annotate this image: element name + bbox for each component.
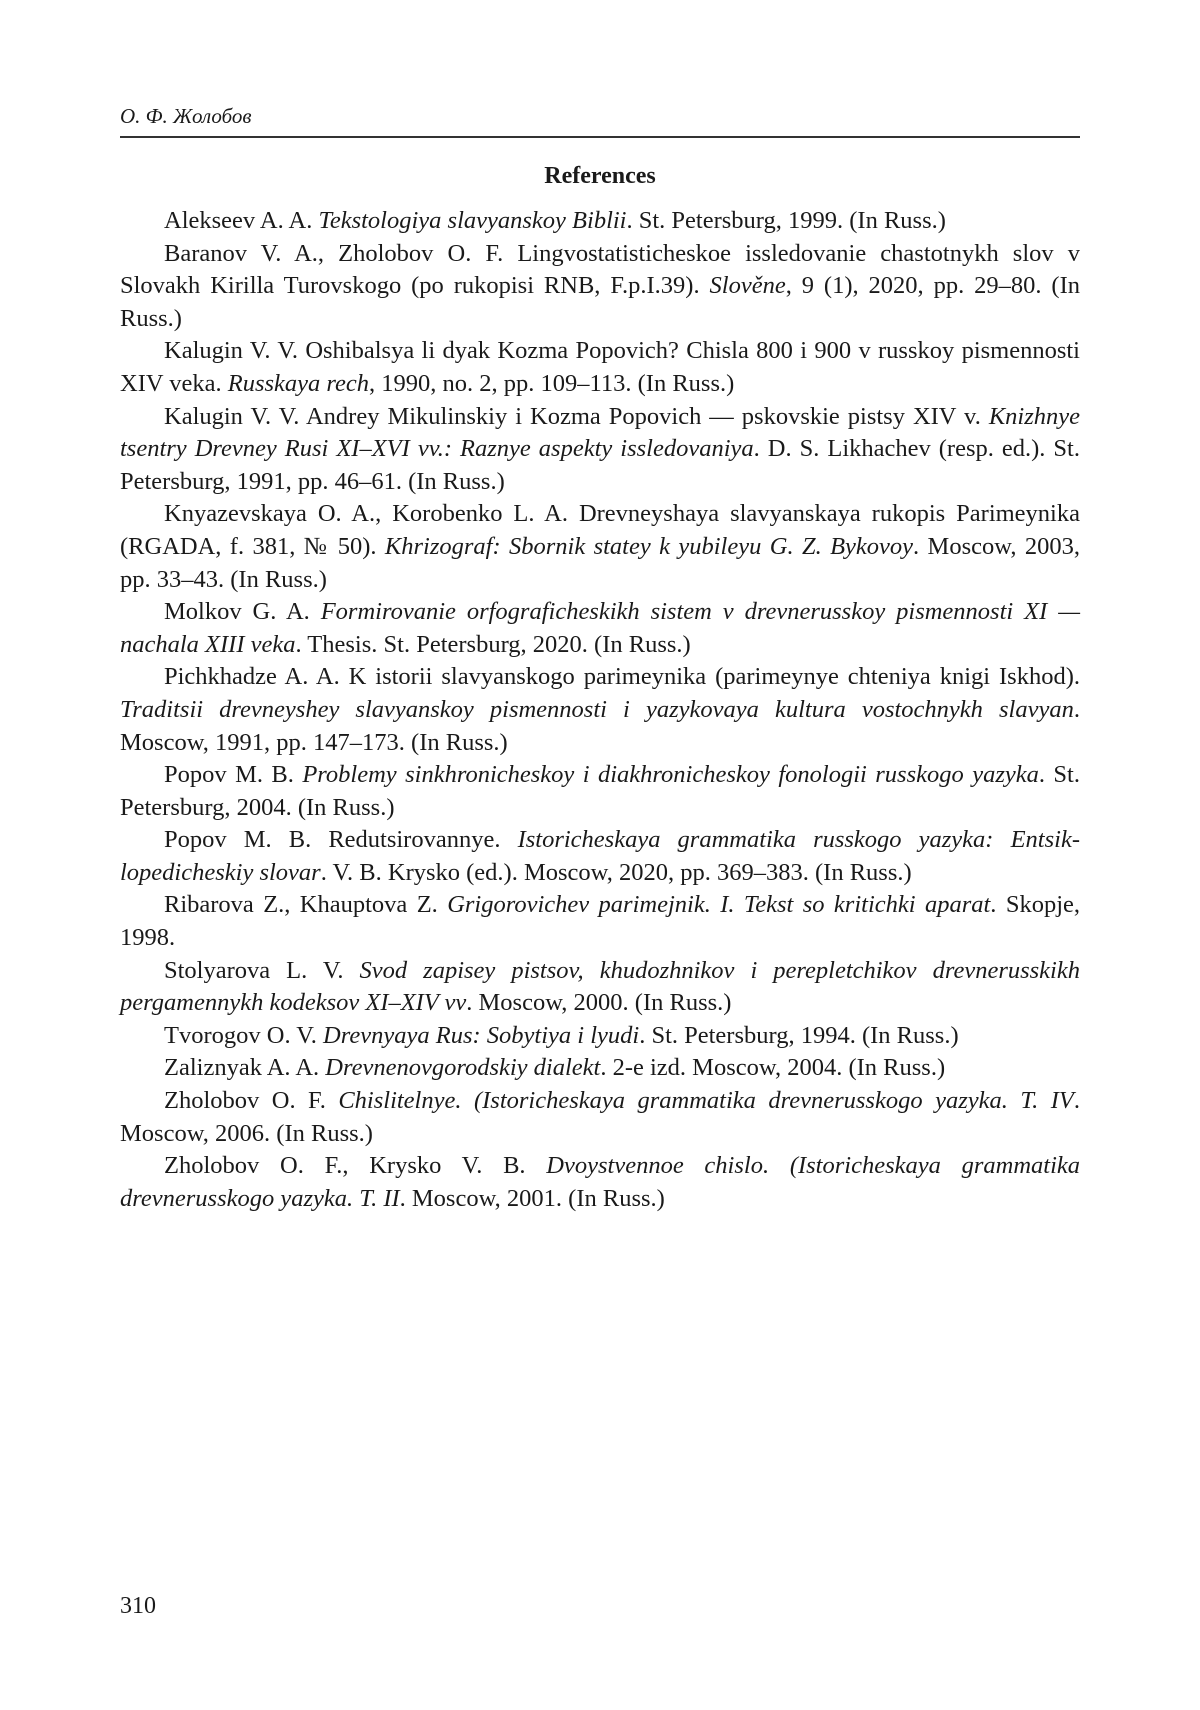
reference-entry: Alekseev A. A. Tekstologiya slavyanskoy Biblii. St. Petersburg, 1999. (In Russ.) (164, 207, 946, 234)
reference-entry: Kalugin V. V. Oshibalsya li dyak Kozma Popovich? Chisla 800 i 900 v russkoy pismennosti XIV veka. Russkaya rech, 1990, no. 2, pp. 109–113. (In Russ.) (120, 337, 1080, 397)
page-number: 310 (120, 1593, 156, 1619)
reference-list (120, 205, 1080, 1215)
reference-entry: Popov M. B. Redutsirovannye. Istoricheskaya grammatika russkogo yazyka: Entsiklopedicheskiy slovar. V. B. Krysko (ed.). Moscow, 2020, pp. 369–383. (In Russ.) (120, 826, 1080, 886)
running-head-author: О. Ф. Жолобов (120, 104, 252, 128)
reference-entry: Knyazevskaya O. A., Korobenko L. A. Drevneyshaya slavyanskaya rukopis Parimeynika (RGADA, f. 381, № 50). Khrizograf: Sbornik statey k yubileyu G. Z. Bykovoy. Moscow, 2003, pp. 33–43. (In Russ.) (120, 500, 1080, 593)
reference-entry: Ribarova Z., Khauptova Z. Grigorovichev parimejnik. I. Tekst so kritichki aparat. Skopje, 1998. (120, 891, 1080, 952)
reference-entry: Kalugin V. V. Andrey Mikulinskiy i Kozma Popovich — pskovskie pistsy XIV v. Knizhnye tsentry Drevney Rusi XI–XVI vv.: Raznye aspekty issledovaniya. D. S. Likhachev (resp. ed.). St. Petersburg, 1991, pp. 46–61. (In Russ.) (120, 402, 1080, 495)
reference-entry: Zaliznyak A. A. Drevnenovgorodskiy dialekt. 2-e izd. Moscow, 2004. (In Russ.) (164, 1054, 946, 1082)
section-title: References (544, 163, 656, 189)
reference-entry: Stolyarova L. V. Svod zapisey pistsov, khudozhnikov i perepletchikov drevnerusskikh pergamennykh kodeksov XI–XIV vv. Moscow, 2000. (In Russ.) (120, 956, 1080, 1017)
reference-entry: Molkov G. A. Formirovanie orfograficheskikh sistem v drevnerusskoy pismennosti XI — nachala XIII veka. Thesis. St. Petersburg, 2020. (In Russ.) (120, 598, 1080, 658)
running-header (120, 100, 1080, 138)
reference-entry: Pichkhadze A. A. K istorii slavyanskogo parimeynika (parimeynye chteniya knigi Iskhod). Traditsii drevneyshey slavyanskoy pismennosti i yazykovaya kultura vostochnykh slavyan. Moscow, 1991, pp. 147–173. (In Russ.) (120, 663, 1080, 756)
reference-entry: Tvorogov O. V. Drevnyaya Rus: Sobytiya i lyudi. St. Petersburg, 1994. (In Russ.) (164, 1021, 959, 1049)
reference-entry: Baranov V. A., Zholobov O. F. Lingvostatisticheskoe issledovanie chastotnykh slov v Slovakh Kirilla Turovskogo (po rukopisi RNB, F.p.I.39). Slověne, 9 (1), 2020, pp. 29–80. (In Russ.) (120, 239, 1080, 332)
reference-entry: Zholobov O. F. Chislitelnye. (Istoricheskaya grammatika drevnerusskogo yazyka. T. IV. Moscow, 2006. (In Russ.) (120, 1087, 1080, 1147)
reference-entry: Popov M. B. Problemy sinkhronicheskoy i diakhronicheskoy fonologii russkogo yazyka. St. Petersburg, 2004. (In Russ.) (120, 761, 1080, 821)
reference-entry: Zholobov O. F., Krysko V. B. Dvoystvennoe chislo. (Istoricheskaya grammatika drevnerusskogo yazyka. T. II. Moscow, 2001. (In Russ.) (120, 1152, 1080, 1212)
